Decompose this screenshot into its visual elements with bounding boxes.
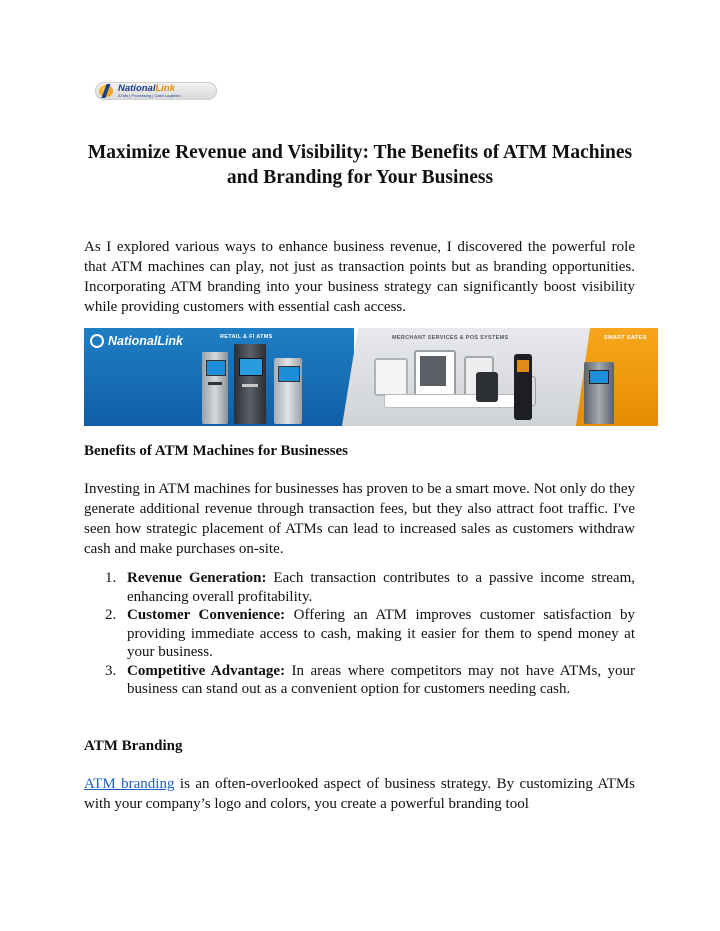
atm-branding-link[interactable]: ATM branding	[84, 776, 175, 792]
benefits-list	[105, 569, 636, 699]
banner-label-safes: SMART SAFES	[604, 335, 647, 341]
list-item: 2. Customer Convenience: Offering an ATM improves customer satisfaction by providing immediate access to cash, making it easier for them to spend money at your business.	[105, 607, 636, 660]
benefits-paragraph: Investing in ATM machines for businesses has proven to be a smart move. Not only do they generate additional revenue through transaction fees, but they also attract foot traffic. I've seen how strategic placement of ATMs can lead to increased sales as customers withdraw cash and make purchases on-site.	[84, 481, 635, 557]
benefits-heading: Benefits of ATM Machines for Businesses	[84, 443, 349, 459]
pos-terminal-icon	[374, 358, 408, 396]
atm-machine-icon	[274, 358, 302, 424]
nationallink-logo: NationalLink ATMs | Processing | Cash Logistics	[95, 82, 217, 100]
banner-label-retail: RETAIL & FI ATMS	[220, 334, 273, 340]
list-item: 3. Competitive Advantage: In areas where competitors may not have ATMs, your business can stand out as a convenient option for customers needing cash.	[105, 662, 635, 697]
pos-terminal-icon	[414, 350, 456, 398]
branding-heading: ATM Branding	[84, 738, 183, 754]
logo-mark-icon	[99, 84, 115, 98]
banner-brand-logo: NationalLink	[90, 334, 183, 348]
list-item: 1. Revenue Generation: Each transaction contributes to a passive income stream, enhancing overall profitability.	[105, 570, 635, 605]
banner-label-merchant: MERCHANT SERVICES & POS SYSTEMS	[392, 335, 509, 341]
document-title: Maximize Revenue and Visibility: The Benefits of ATM Machines and Branding for Your Business	[87, 142, 633, 188]
handheld-terminal-icon	[514, 354, 532, 420]
atm-machine-icon	[234, 344, 266, 424]
smart-safe-icon	[584, 362, 614, 424]
branding-paragraph: ATM branding is an often-overlooked aspect of business strategy. By customizing ATMs with your company’s logo and colors, you create a powerful branding tool	[84, 776, 635, 812]
atm-machine-icon	[202, 352, 228, 424]
pos-terminal-icon	[476, 372, 498, 402]
logo-tagline: ATMs | Processing | Cash Logistics	[118, 92, 181, 98]
brand-mark-icon	[90, 334, 104, 348]
intro-paragraph: As I explored various ways to enhance business revenue, I discovered the powerful role that ATM machines can play, not just as transaction points but as branding opportunities. Incorporating ATM branding into your business strategy can significantly boost visibility while providing customers with essential cash access.	[84, 239, 635, 315]
product-banner	[84, 328, 658, 426]
